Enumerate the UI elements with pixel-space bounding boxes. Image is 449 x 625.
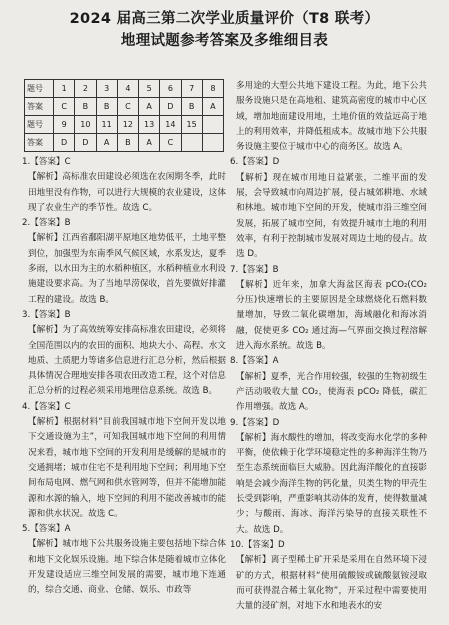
table-cell: 8	[202, 80, 223, 98]
explanation-q10: 【解析】离子型稀土矿开采是采用在自然环境下浸矿的方式，根据材料“使用硫酸铵或硫酸氨铵浸取而可获得混合稀土氧化物”，开采过程中需要使用大量的浸矿剂，对地下水和地表水的安	[236, 555, 427, 612]
table-row	[25, 80, 224, 98]
table-cell: A	[96, 134, 117, 152]
table-cell: 9	[54, 116, 75, 134]
answer-heading-q7: 7.【答案】B	[230, 264, 279, 275]
explanation-q6: 【解析】现在城市用地日益紧张，二维平面的发展，会导致城市向周边扩展，侵占城郊耕地、水域和林地。城市地下空间的开发，使城市沿三维空间发展，拓展了城市空间，有效提升城市土地的利用效率，有利于控制城市发展对周边土地的侵占。故选 D。	[236, 172, 427, 260]
explanation-q8: 【解析】夏季，光合作用较强，较强的生物初级生产活动吸收大量 CO₂，使海表 pCO₂ 降低，碳汇作用增强。故选 A。	[236, 371, 427, 413]
explanation-q1: 【解析】高标准农田建设必须选在农闲期冬季，此时田地里没有作物，可以进行大规模的农业建设，这体现了农业生产的季节性。故选 C。	[28, 172, 226, 213]
answer-table	[24, 79, 224, 152]
answer-heading-q5: 5.【答案】A	[22, 524, 71, 535]
table-cell: C	[54, 98, 75, 116]
explanation-q2: 【解析】江西省鄱阳湖平原地区地势低平，土地平整到位，加强型为东南季风气候区域，水系发达，夏季多雨，以水田为主的水稻种植区，水稻种植业水利设施建设要求高。为了当地旱涝保收，首先要做好排灌工程的建设。故选 B。	[28, 233, 226, 305]
table-cell: 4	[117, 80, 138, 98]
table-cell: 10	[75, 116, 96, 134]
explanation-q7: 【解析】近年来，加拿大海盆区海表 pCO₂(CO₂ 分压)快速增长的主要原因是全球燃烧化石燃料数量增加，导致二氧化碳增加，海域融化和海冰消融，促使更多 CO₂ 通过海—气界面交换过程溶解进入海水系统。故选 B。	[236, 279, 427, 352]
explanation-q4: 【解析】根据材料“目前我国城市地下空间开发以地下交通设施为主”，可知我国城市地下空间的利用情况来看，城市地下空间的开发利用是缓解的是城市的交通拥堵；城市住宅不是利用地下空间；利用地下空间布局电网、燃气网和供水管网等，但并不能增加能源和水源的输入，地下空间的利用不能改善城市的能源和供水状况。故选 C。	[28, 417, 226, 519]
table-cell: C	[160, 134, 181, 152]
row-label: 答案	[25, 98, 54, 116]
table-cell: B	[75, 98, 96, 116]
table-cell: 15	[181, 116, 202, 134]
table-row	[25, 98, 224, 116]
explanation-q5-continued: 多用途的大型公共地下建设工程。为此，地下公共服务设施只是在高地租、建筑高密度的城市中心区域，增加地面建设用地，土地价值的效益远高于地上的利用效率，并降低租成本。故城市地下公共服务设施主要位于城市中心的商务区。故选 A。	[236, 81, 427, 153]
table-cell: 14	[160, 116, 181, 134]
row-label: 答案	[25, 134, 54, 152]
table-cell	[202, 116, 223, 134]
table-cell: D	[54, 134, 75, 152]
table-cell: A	[202, 98, 223, 116]
answer-heading-q9: 9.【答案】D	[230, 417, 280, 428]
left-column	[22, 155, 226, 599]
answer-heading-q8: 8.【答案】A	[230, 356, 279, 367]
table-cell: D	[160, 98, 181, 116]
answer-heading-q10: 10.【答案】D	[230, 539, 285, 550]
explanation-q3: 【解析】为了高效统筹安排高标准农田建设，必须将全国范围以内的农田的面积、地块大小、高程、水文地质、土质肥力等诸多信息进行汇总分析，然后根据具体情况合理地安排各项农田改造工程，这个对信息汇总分析的过程必须采用地理信息系统。故选 B。	[28, 325, 226, 397]
table-cell: D	[75, 134, 96, 152]
answer-heading-q2: 2.【答案】B	[22, 218, 71, 229]
table-row	[25, 134, 224, 152]
page-subtitle: 地理试题参考答案及多维细目表	[120, 33, 329, 49]
table-cell	[181, 134, 202, 152]
page-title: 2024 届高三第二次学业质量评价（T8 联考）	[69, 11, 380, 27]
table-cell: B	[117, 134, 138, 152]
right-column	[230, 79, 427, 614]
answer-heading-q1: 1.【答案】C	[22, 157, 71, 167]
table-cell: 7	[181, 80, 202, 98]
table-cell: C	[117, 98, 138, 116]
answer-heading-q3: 3.【答案】B	[22, 309, 71, 320]
answer-heading-q6: 6.【答案】D	[230, 157, 280, 168]
row-label: 题号	[25, 80, 54, 98]
row-label: 题号	[25, 116, 54, 134]
table-cell: B	[181, 98, 202, 116]
table-cell: A	[139, 98, 160, 116]
explanation-q9: 【解析】海水酸性的增加，将改变海水化学的多种平衡，使依赖于化学环境稳定性的多种海洋生物乃至生态系统面临巨大威胁。因此海洋酸化的直接影响是会减少海洋生物的钙化量，贝类生物的甲壳生长受到影响，严重影响其动体的发育，使得数量减少；与酸雨、海冰、海洋污染导的直接关联性不大。故选 D。	[236, 432, 427, 535]
explanation-q5: 【解析】城市地下公共服务设施主要包括地下综合体和地下文化娱乐设施。地下综合体是随着城市立体化开发建设适应三维空间发展的需要，城市地下连通的，综合交通、商业、仓储、娱乐、市政等	[28, 539, 226, 596]
table-cell	[202, 134, 223, 152]
table-cell: B	[96, 98, 117, 116]
table-cell: A	[139, 134, 160, 152]
table-cell: 6	[160, 80, 181, 98]
table-cell: 11	[96, 116, 117, 134]
table-cell: 13	[139, 116, 160, 134]
table-cell: 1	[54, 80, 75, 98]
answer-heading-q4: 4.【答案】C	[22, 401, 71, 412]
table-row	[25, 116, 224, 134]
table-cell: 3	[96, 80, 117, 98]
table-cell: 12	[117, 116, 138, 134]
table-cell: 2	[75, 80, 96, 98]
table-cell: 5	[139, 80, 160, 98]
